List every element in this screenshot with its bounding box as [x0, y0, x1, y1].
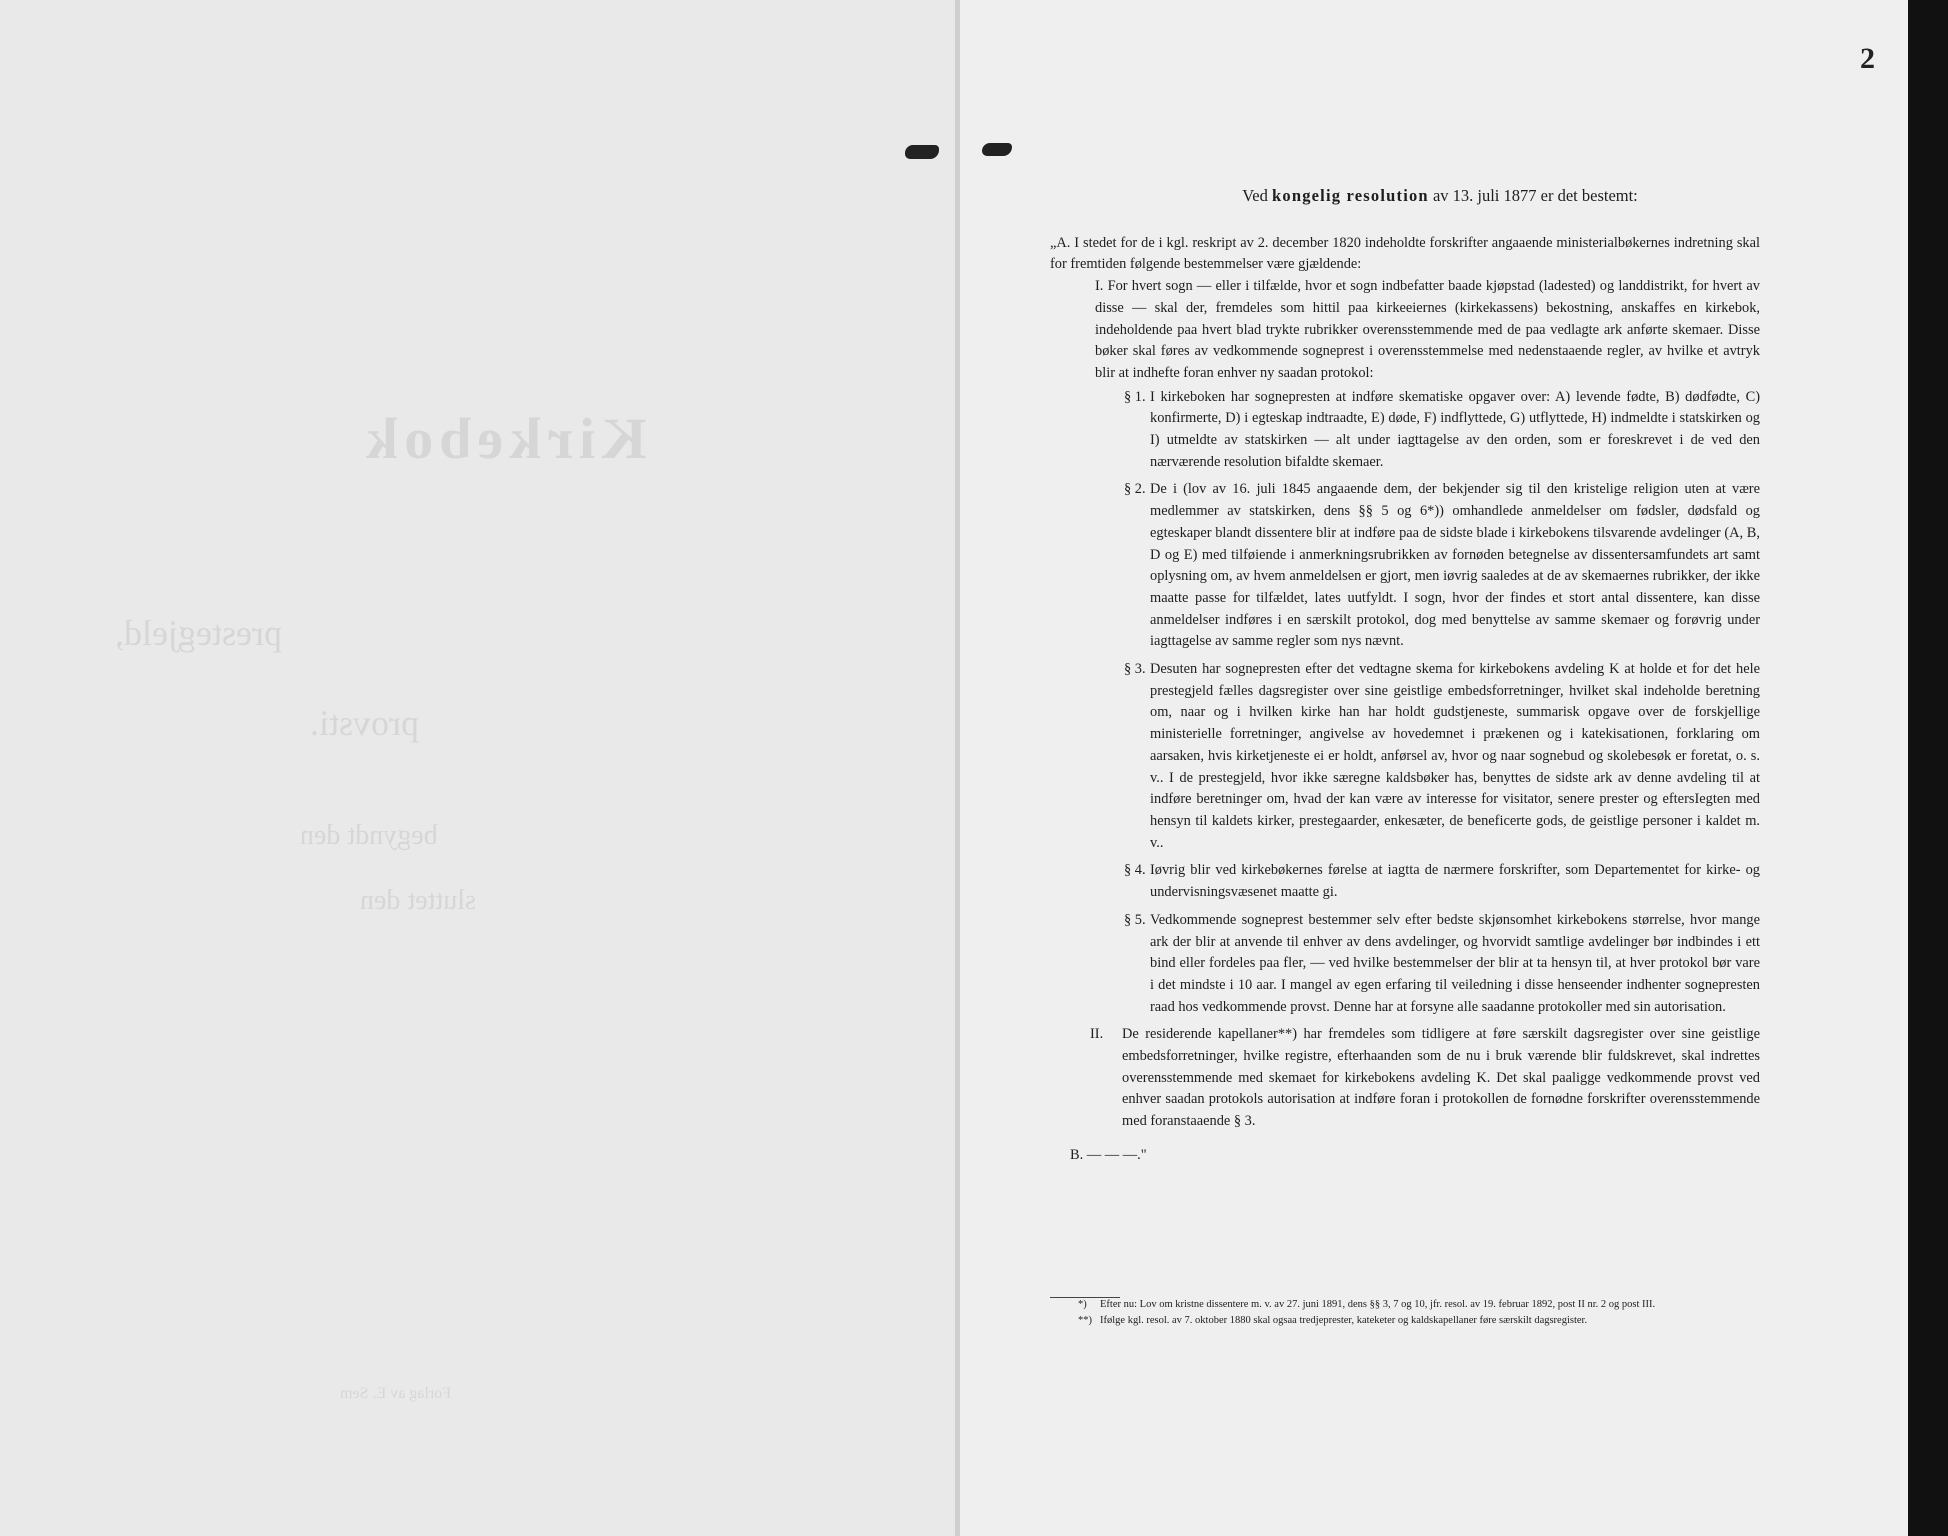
paragraph-5 — [1124, 910, 1760, 1019]
section-a-text: I stedet for de i kgl. reskript av 2. december 1820 indeholdte forskrifter angaaende ministerialbøkernes indretning skal for fremtiden følgende bestemmelser være gjældende: — [1050, 234, 1760, 273]
item-2-text: De residerende kapellaner**) har fremdeles som tidligere at føre særskilt dagsregister over sine geistlige embedsforretninger, hvilke registre, efterhaanden som de nu i bruk værende blir fuldskrevet, skal indrettes overensstemmende med skemaet for kirkebokens avdeling K. Det skal paaligge vedkommende provst ved enhver saadan protokols autorisation at indføre foran i protokollen de fornødne forskrifter overensstemmende med foranstaaende § 3. — [1122, 1026, 1760, 1130]
bleed-through-line: sluttet den — [360, 885, 476, 916]
paragraph-text: I kirkeboken har sognepresten at indføre skematiske opgaver over: A) levende fødte, B) dødfødte, C) konfirmerte, D) i egteskap indtraadte, E) døde, F) indflyttede, G) utflyttede, H) indmeldte i statskirken og I) utmeldte av statskirken — alt under iagttagelse av den orden, som er foreskrevet i de ved den nærværende resolution bifaldte skemaer. — [1150, 388, 1760, 470]
paragraph-3 — [1124, 659, 1760, 854]
item-1 — [1095, 276, 1760, 385]
footnote-text: Ifølge kgl. resol. av 7. oktober 1880 skal ogsaa tredjeprester, kateketer og kaldskapellaner føre særskilt dagsregister. — [1100, 1315, 1588, 1326]
paragraph-4 — [1124, 860, 1760, 903]
heading-suffix: av 13. juli 1877 er det bestemt: — [1432, 186, 1638, 205]
bleed-through-title: Kirkebok — [360, 406, 647, 471]
item-1-label: I. — [1095, 278, 1104, 295]
section-b: B. — — —." — [1070, 1146, 1147, 1163]
bleed-through-line: begyndt den — [300, 820, 438, 851]
item-2 — [1090, 1024, 1760, 1133]
resolution-text — [1050, 185, 1760, 1167]
paragraph-label: § 1. — [1124, 388, 1146, 405]
bleed-through-line: provsti. — [310, 703, 420, 743]
paragraph-label: § 4. — [1124, 862, 1146, 879]
page-number: 2 — [1860, 42, 1875, 75]
document-heading — [1120, 185, 1760, 207]
paragraph-label: § 3. — [1124, 661, 1146, 678]
footnote-mark: **) — [1078, 1315, 1092, 1326]
section-a-label: „A. — [1050, 234, 1071, 251]
footnote-text: Efter nu: Lov om kristne dissentere m. v. av 27. juni 1891, dens §§ 3, 7 og 10, jfr. resol. av 19. februar 1892, post II nr. 2 og post III. — [1100, 1299, 1656, 1310]
bleed-through-line: Forlag av E. Sem — [340, 1385, 452, 1402]
scan-edge — [1908, 0, 1948, 1536]
paragraph-label: § 2. — [1124, 481, 1146, 498]
paragraph-text: De i (lov av 16. juli 1845 angaaende dem, der bekjender sig til den kristelige religion uten at være medlemmer av statskirken, dens §§ 5 og 6*)) omhandlede anmeldelser om fødsler, dødsfald og egteskaper blandt dissentere blir at indføre paa de sidste blade i kirkebokens tilsvarende avdelinger (A, B, D og E) med tilføiende i anmerkningsrubrikken av fornøden betegnelse av dissentersamfundets art samt oplysning om, av hvem anmeldelsen er gjort, men iøvrig saaledes at de av skemaernes rubrikker, der ikke maatte passe for tilfældet, lates uutfyldt. I sogn, hvor der findes et stort antal dissentere, kan disse anmeldelser indføres i en særskilt protokol, dog med benyttelse av samme skemaer og forøvrig under iagttagelse av samme regler som nys nævnt. — [1150, 481, 1760, 650]
paragraph-1 — [1124, 387, 1760, 474]
footnote — [1078, 1313, 1742, 1329]
ink-blot — [905, 145, 939, 159]
section-a — [1050, 233, 1760, 276]
item-1-text: For hvert sogn — eller i tilfælde, hvor et sogn indbefatter baade kjøpstad (ladested) og landdistrikt, for hvert av disse — skal der, fremdeles som hittil paa kirkeeiernes (kirkekassens) bekostning, anskaffes en kirkebok, indeholdende paa hvert blad trykte rubrikker overensstemmende med de paa vedlagte ark anførte skemaer. Disse bøker skal føres av vedkommende sogneprest i overensstemmelse med nedenstaaende regler, av hvilke et avtryk blir at indhefte foran enhver ny saadan protokol: — [1095, 278, 1760, 381]
paragraph-text: Iøvrig blir ved kirkebøkernes førelse at iagtta de nærmere forskrifter, som Departementet for kirke- og undervisningsvæsenet maatte gi. — [1150, 862, 1760, 901]
footnote — [1078, 1297, 1742, 1313]
paragraph-text: Vedkommende sogneprest bestemmer selv efter bedste skjønsomhet kirkebokens størrelse, hvor mange ark der blir at anvende til enhver av dens avdelinger, og hvorvidt samtlige avdelinger bør indbindes i ett bind eller fordeles paa fler, — ved hvilke bestemmelser der blir at ta hensyn til, at hver protokol bør vare i det mindste i 10 aar. I mangel av egen erfaring til veiledning i disse henseender indhenter sognepresten raad hos vedkommende provst. Denne har at forsyne alle saadanne protokoller med sin autorisation. — [1150, 911, 1760, 1015]
ink-blot — [982, 143, 1012, 156]
footnotes — [1078, 1297, 1742, 1329]
paragraph-text: Desuten har sognepresten efter det vedtagne skema for kirkebokens avdeling K at holde et for det hele prestegjeld fælles dagsregister over sine geistlige embedsforretninger, hvilket skal indeholde beretning om, naar og i hvilken kirke han har holdt gudstjeneste, summarisk opgave over de forskjellige ministerielle forretninger, angivelse av hovedemnet i prækenen og i katekisationen, forklaring om aarsaken, hvis kirketjeneste ei er holdt, anførsel av, hvor og naar sognebud og skolebesøk er foretat, o. s. v.. I de prestegjeld, hvor ikke særegne kaldsbøker has, benyttes de sidste ark av denne avdeling til at indføre beretninger om, hvad der kan være av interesse for visitator, senere prester og eftersIegten med hensyn til kaldets kirker, prestegaarder, enkesæter, de beneficerte gods, de geistlige personer i kaldet m. v.. — [1150, 661, 1760, 851]
heading-prefix: Ved — [1242, 186, 1268, 205]
bleed-through-line: prestegjeld, — [115, 613, 282, 653]
heading-bold: kongelig resolution — [1272, 186, 1429, 205]
footnote-mark: *) — [1078, 1299, 1087, 1310]
item-2-label: II. — [1090, 1026, 1104, 1043]
left-page — [0, 0, 958, 1536]
paragraph-label: § 5. — [1124, 911, 1146, 928]
paragraph-2 — [1124, 479, 1760, 653]
